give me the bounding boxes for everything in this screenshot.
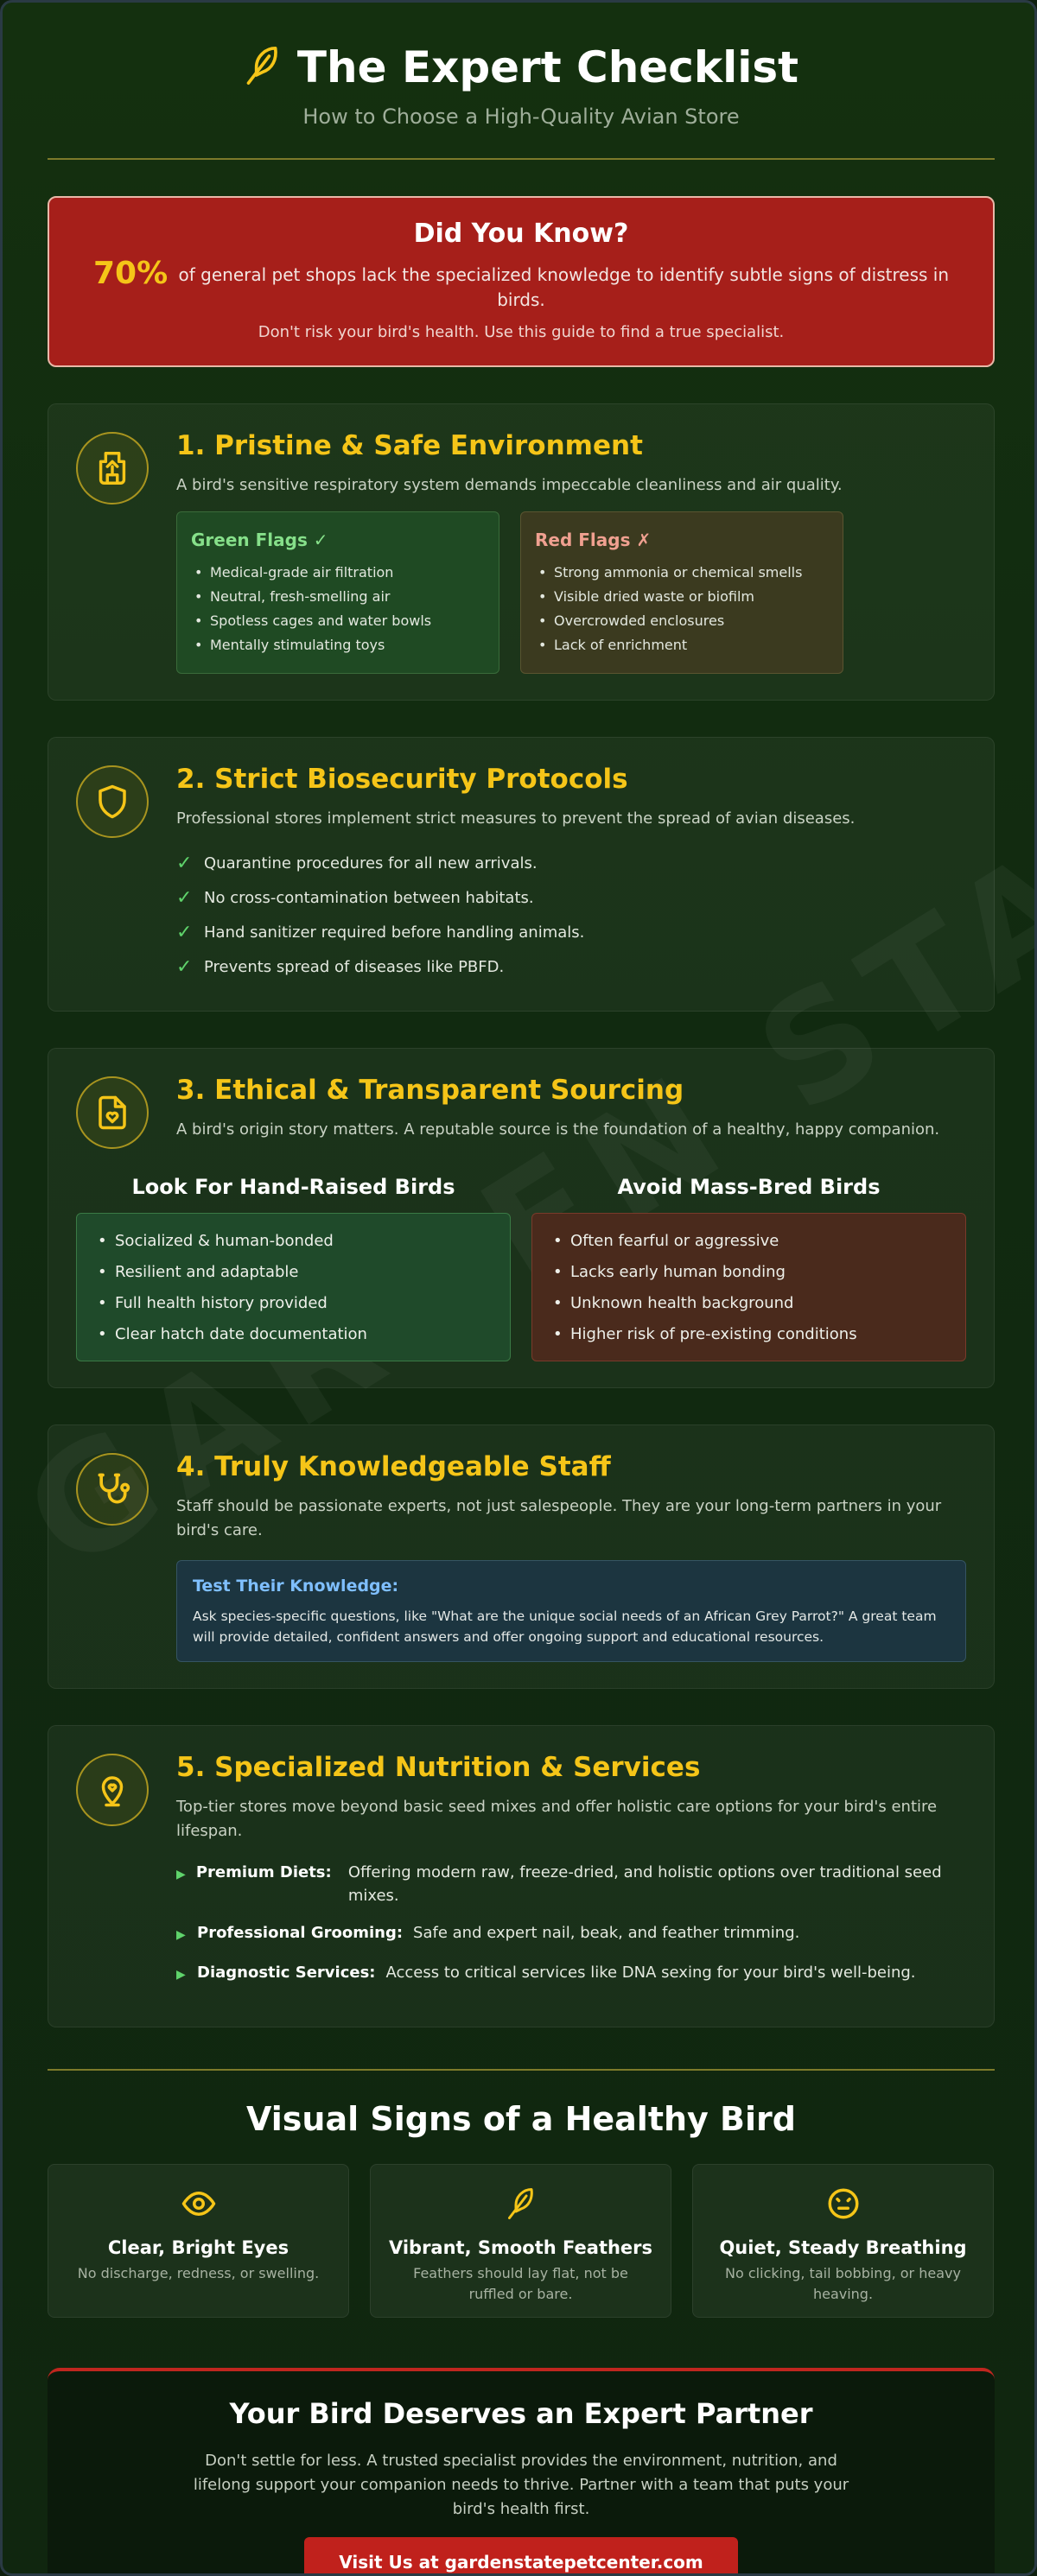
sign-text: Feathers should lay flat, not be ruffled or bare. [413,2265,628,2302]
feather-icon [504,2209,538,2225]
section-description: Staff should be passionate experts, not just salespeople. They are your long-term partners in your bird's care. [176,1497,942,1539]
list-item: • Resilient and adaptable [94,1257,493,1288]
list-item: • Unknown health background [550,1288,948,1319]
title-row [48,42,995,92]
list-item: • Clear hatch date documentation [94,1319,493,1350]
divider [48,158,995,160]
location-heart-icon [76,1754,149,1826]
tip-title: Test Their Knowledge: [193,1577,399,1596]
sign-text: No clicking, tail bobbing, or heavy heaving. [725,2265,961,2302]
list-item [176,916,966,950]
sign-title: Clear, Bright Eyes [107,2237,289,2258]
check-icon: ✓ [176,922,193,943]
section-description: A bird's origin story matters. A reputable source is the foundation of a healthy, happy companion. [176,1120,940,1139]
visit-website-button[interactable]: Visit Us at gardenstatepetcenter.com [304,2537,738,2576]
signs-row [48,2164,995,2318]
arrow-icon: ▶ [176,1928,186,1942]
page-title: The Expert Checklist [296,42,799,92]
page-subtitle: How to Choose a High-Quality Avian Store [302,105,740,129]
list-item [176,1921,966,1947]
tip-text: Ask species-specific questions, like "What are the unique social needs of an African Grey Parrot?" A great team will provide detailed, confident answers and offer ongoing support and educational resources. [193,1608,937,1645]
section-nutrition [48,1725,995,2027]
column-title: Avoid Mass-Bred Birds [617,1175,881,1199]
check-icon: ✓ [176,887,193,909]
green-flags-box [176,511,499,674]
stat-value: 70% [92,256,169,291]
list-item: • Higher risk of pre-existing conditions [550,1319,948,1350]
list-item [176,881,966,916]
list-item: • Socialized & human-bonded [94,1226,493,1257]
section-title: 2. Strict Biosecurity Protocols [176,764,628,795]
sign-title: Vibrant, Smooth Feathers [388,2237,653,2258]
green-flags-title: Green Flags ✓ [191,530,328,550]
list-item: • Spotless cages and water bowls [191,609,485,633]
list-item: • Lacks early human bonding [550,1257,948,1288]
stat-text: of general pet shops lack the specialized knowledge to identify subtle signs of distress in birds. [178,264,950,310]
tip-box [176,1560,966,1662]
service-label: Professional Grooming: [197,1924,404,1942]
list-item [176,1961,966,1987]
list-item: • Strong ammonia or chemical smells [535,561,829,585]
cta-panel [48,2368,995,2576]
breathing-icon [825,2209,862,2225]
list-item: • Neutral, fresh-smelling air [191,585,485,609]
column-title: Look For Hand-Raised Birds [131,1175,455,1199]
service-text: Offering modern raw, freeze-dried, and holistic options over traditional seed mixes. [347,1863,942,1905]
section-biosecurity [48,737,995,1012]
section-title: 1. Pristine & Safe Environment [176,430,643,461]
list-item: • Often fearful or aggressive [550,1226,948,1257]
sign-card [48,2164,349,2318]
section-environment [48,403,995,701]
divider [48,2069,995,2071]
check-text: Quarantine procedures for all new arrivals. [204,854,538,872]
did-you-know-note: Don't risk your bird's health. Use this guide to find a true specialist. [258,323,785,341]
service-label: Premium Diets: [195,1863,332,1881]
list-item: • Visible dried waste or biofilm [535,585,829,609]
arrow-icon: ▶ [176,1868,186,1881]
list-item: • Lack of enrichment [535,633,829,657]
document-heart-icon [76,1076,149,1149]
check-text: Prevents spread of diseases like PBFD. [204,958,505,976]
flags-row [176,511,966,674]
page-header [48,3,995,158]
service-text: Access to critical services like DNA sexing for your bird's well-being. [385,1964,916,1982]
services-list [176,1861,966,1987]
good-list [76,1213,511,1361]
arrow-icon: ▶ [176,1968,186,1982]
sign-title: Quiet, Steady Breathing [719,2237,967,2258]
stat-line [84,256,958,313]
list-item [176,950,966,985]
check-icon: ✓ [176,853,193,874]
check-icon: ✓ [176,956,193,978]
section-description: Top-tier stores move beyond basic seed mixes and offer holistic care options for your bird's entire lifespan. [176,1798,938,1840]
page-content [48,3,995,2576]
sign-text: No discharge, redness, or swelling. [77,2265,320,2281]
cta-text: Don't settle for less. A trusted specialist provides the environment, nutrition, and lifelong support your companion needs to thrive. Partner with a team that puts your bird's health first. [193,2452,849,2518]
sign-card [692,2164,994,2318]
feather-icon [244,43,282,92]
cta-title: Your Bird Deserves an Expert Partner [229,2397,813,2430]
check-text: No cross-contamination between habitats. [204,889,534,907]
mass-bred-column [531,1175,966,1361]
list-item: • Mentally stimulating toys [191,633,485,657]
section-sourcing [48,1048,995,1388]
list-item [176,1861,966,1907]
list-item: • Full health history provided [94,1288,493,1319]
bad-list [531,1213,966,1361]
list-item: • Overcrowded enclosures [535,609,829,633]
section-description: Professional stores implement strict measures to prevent the spread of avian diseases. [176,809,856,828]
shield-icon [76,765,149,838]
did-you-know-banner [48,196,995,367]
check-text: Hand sanitizer required before handling animals. [204,923,585,942]
service-label: Diagnostic Services: [197,1964,376,1982]
list-item [176,847,966,881]
hand-raised-column [76,1175,511,1361]
signs-title: Visual Signs of a Healthy Bird [246,2100,796,2138]
list-item: • Medical-grade air filtration [191,561,485,585]
service-text: Safe and expert nail, beak, and feather trimming. [413,1924,800,1942]
red-flags-box [520,511,843,674]
red-flags-title: Red Flags ✗ [535,530,652,550]
eye-icon [181,2209,217,2225]
sign-card [370,2164,671,2318]
section-title: 3. Ethical & Transparent Sourcing [176,1075,684,1106]
checklist [176,847,966,985]
did-you-know-title: Did You Know? [413,219,629,249]
air-purifier-icon [76,432,149,504]
stethoscope-icon [76,1453,149,1526]
section-description: A bird's sensitive respiratory system demands impeccable cleanliness and air quality. [176,476,843,494]
section-title: 5. Specialized Nutrition & Services [176,1752,701,1783]
section-title: 4. Truly Knowledgeable Staff [176,1451,611,1482]
section-staff [48,1424,995,1689]
comparison-row [76,1175,966,1361]
